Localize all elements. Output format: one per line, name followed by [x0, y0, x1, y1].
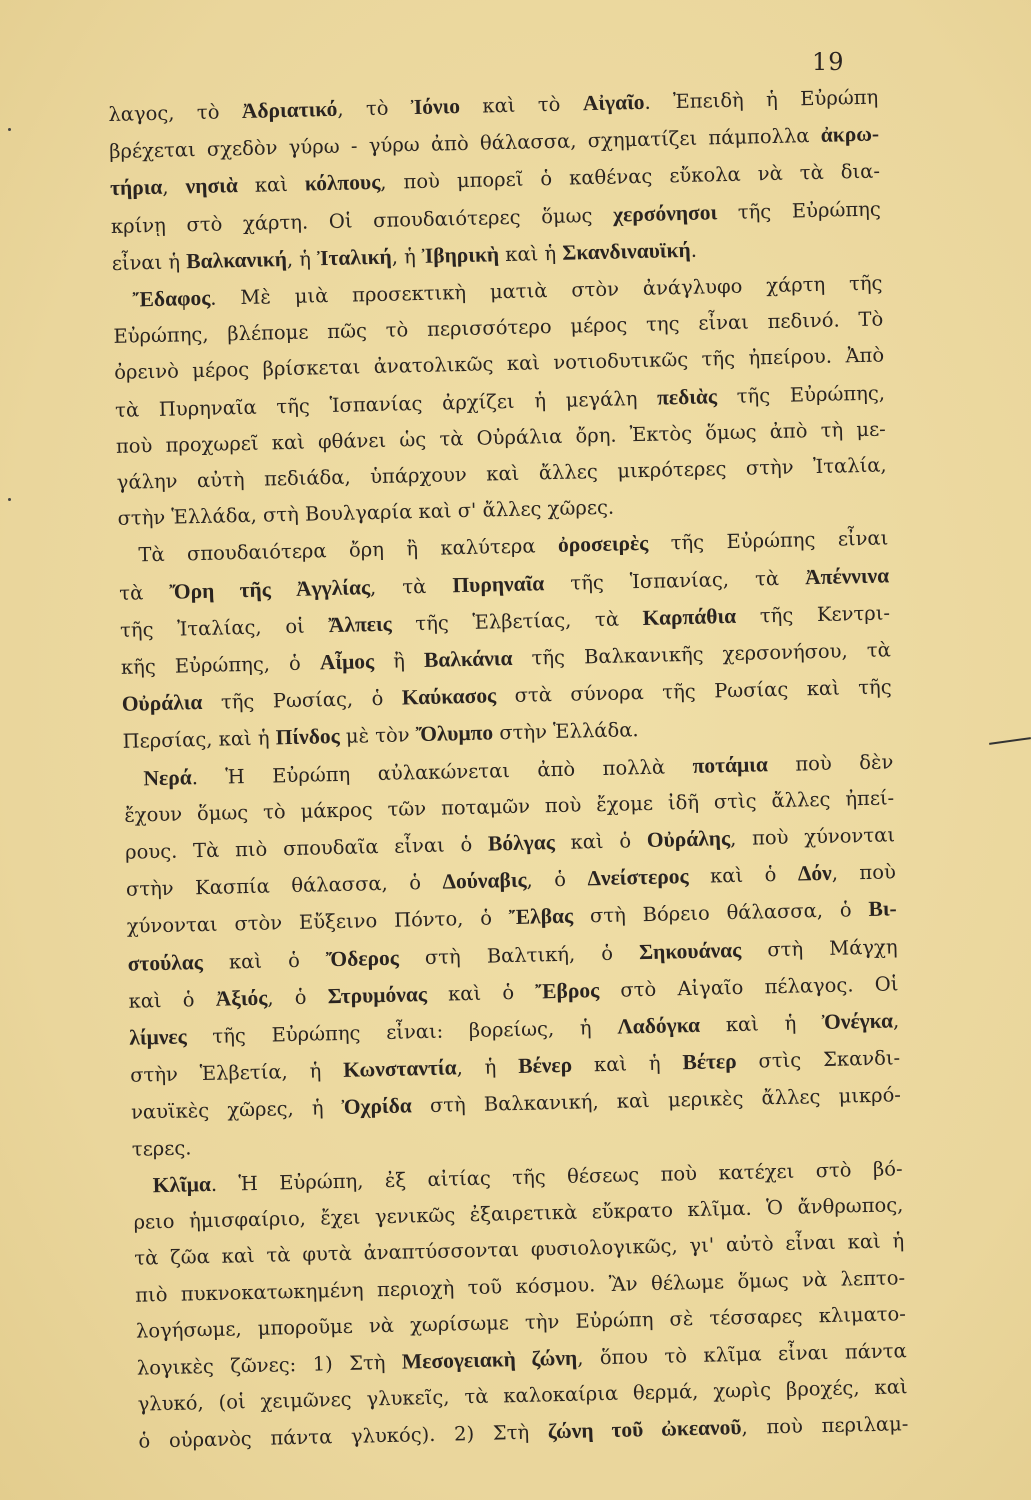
text-run: . Ἡ Εὐρώπη αὐλακώνεται ἀπὸ πολλὰ [191, 754, 693, 789]
text-run: τῆς Εὐρώπης, [716, 381, 886, 408]
bold-term: Κωνσταντία [342, 1055, 457, 1083]
bold-term: στούλας [127, 949, 204, 976]
text-run: , τὰ [369, 573, 453, 599]
text-run: , ὁ [526, 867, 588, 892]
text-run: καὶ ἡ [699, 1011, 823, 1037]
bold-term: Ἀξιός [215, 985, 268, 1011]
text-run: καὶ ὁ [554, 829, 648, 855]
bold-term: Βέτερ [682, 1049, 737, 1075]
text-run: καὶ ὁ [202, 947, 327, 974]
text-run: βρέχεται σχεδὸν γύρω - γύρω ἀπὸ θάλασσα, σχηματίζει πάμπολλα [109, 124, 822, 164]
text-run: γάλην αὐτὴ πεδιάδα, ὑπάρχουν καὶ ἄλλες μικρότερες στὴν Ἰταλία, [116, 453, 887, 494]
bold-term: Αἰγαῖο [582, 89, 645, 116]
text-run: . Ἐπειδὴ ἡ Εὐρώπη [644, 85, 879, 114]
bold-term: Καρπάθια [642, 603, 737, 630]
bold-term: ζώνη τοῦ ὠκεανοῦ [547, 1415, 742, 1444]
text-run: στὴν Ἑλβετία, ἡ [129, 1059, 344, 1088]
bold-term: Ὄλυμπο [415, 720, 494, 747]
text-run: . Μὲ μιὰ προσεκτικὴ ματιὰ στὸν ἀνάγλυφο χάρτη τῆς [210, 271, 883, 310]
text-run: , ποὺ [831, 860, 897, 886]
body-text [108, 79, 909, 1461]
text-run: λογήσωμε, μποροῦμε νὰ χωρίσωμε τὴν Εὐρώπη σὲ τέσσαρες κλιματο- [135, 1301, 907, 1343]
margin-dot [8, 128, 11, 131]
bold-term: ὀροσειρὲς [557, 531, 649, 558]
text-run: τῆς Ἰταλίας, οἱ [119, 613, 329, 642]
text-run: , ποὺ χύνονται [729, 823, 896, 851]
bold-term: Μεσογειακὴ ζώνη [401, 1345, 578, 1374]
text-run: τῆς Εὐρώπης [716, 197, 882, 224]
text-run: στὴν Ἑλλάδα, στὴ Βουλγαρία καὶ σ' ἄλλες χῶρες. [117, 495, 615, 531]
bold-term: Βόλγας [487, 830, 556, 856]
margin-dot [8, 498, 11, 501]
text-run: στὴν Κασπία θάλασσα, ὁ [125, 870, 443, 902]
text-run: τῆς Ἱσπανίας, τὰ [544, 565, 806, 595]
bold-term: Δούναβις [442, 867, 527, 894]
bold-term: Βι- [868, 896, 897, 922]
bold-term: Ὄρη τῆς Ἀγγλίας [169, 574, 371, 604]
bold-term: νησιὰ [185, 173, 239, 199]
bold-term: κόλπους [304, 170, 381, 196]
text-run: χύνονται στὸν Εὔξεινο Πόντο, ὁ [126, 906, 510, 939]
bold-term: Πίνδος [275, 724, 340, 750]
text-run: τῆς Εὐρώπης εἶναι: βορείως, ἡ [186, 1015, 618, 1049]
bold-term: Ἔλβας [508, 904, 574, 930]
text-run: ρους. Τὰ πιὸ σπουδαῖα εἶναι ὁ [124, 832, 489, 864]
text-run: τὰ Πυρηναῖα τῆς Ἱσπανίας ἀρχίζει ἡ μεγάλη [114, 386, 658, 422]
text-run: γλυκό, (οἱ χειμῶνες γλυκεῖς, τὰ καλοκαίρια θερμά, χωρὶς βροχές, καὶ [137, 1375, 908, 1416]
text-run: ρειο ἡμισφαίριο, ἔχει γενικῶς ἐξαιρετικὰ εὔκρατο κλῖμα. Ὁ ἄνθρωπος, [133, 1193, 904, 1234]
text-run: καὶ ἡ [498, 241, 563, 266]
bold-term: Ἰβηρικὴ [421, 241, 500, 268]
text-run: τῆς Ρωσίας, ὁ [202, 686, 403, 715]
text-run: , ἡ [456, 1055, 519, 1080]
text-run: . [690, 238, 698, 262]
text-run: τῆς Κεντρι- [735, 601, 891, 628]
text-run: τῆς Εὐρώπης εἶναι [647, 526, 889, 556]
text-run: καὶ [237, 172, 306, 198]
bold-term: Οὐράλια [121, 690, 203, 717]
bold-term: Ὀνέγκα [821, 1008, 894, 1035]
text-run: τὰ ζῶα καὶ τὰ φυτὰ ἀναπτύσσονται φυσιολογικῶς, γι' αὐτὸ εἶναι καὶ ἡ [134, 1229, 905, 1270]
text-run: κῆς Εὐρώπης, ὁ [120, 651, 321, 679]
text-run: Τὰ σπουδαιότερα ὄρη ἢ καλύτερα [138, 534, 559, 567]
text-run: ἔχουν ὅμως τὸ μάκρος τῶν ποταμῶν ποὺ ἔχομε ἰδῆ στὶς ἄλλες ἠπεί- [124, 786, 895, 827]
text-run: , ὅπου τὸ κλῖμα εἶναι πάντα [576, 1339, 907, 1370]
text-run: τὰ [119, 580, 170, 605]
text-run: καὶ ὁ [426, 980, 536, 1006]
text-run: ὀρεινὸ μέρος βρίσκεται ἀνατολικῶς καὶ νοτιοδυτικῶς τῆς ἠπείρου. Ἀπὸ [114, 343, 885, 385]
text-run: . Ἡ Εὐρώπη, ἐξ αἰτίας τῆς θέσεως ποὺ κατέχει στὸ βό- [210, 1157, 903, 1196]
bold-term: Ἰόνιο [410, 94, 461, 120]
bold-term: πεδιὰς [656, 383, 718, 410]
text-run: , ἡ [286, 247, 318, 271]
text-run: λαγος, τὸ [108, 99, 243, 126]
bold-term: Βαλκάνια [423, 646, 513, 673]
text-run: στὴ Βόρειο θάλασσα, ὁ [572, 898, 869, 929]
bold-term: Στρυμόνας [327, 981, 428, 1009]
bold-term: Πυρηναῖα [452, 570, 545, 597]
text-run: , ἡ [391, 244, 423, 269]
bold-term: Ἄλπεις [328, 611, 392, 637]
text-run: , τὸ [337, 96, 412, 121]
text-run: , [162, 175, 186, 200]
text-run: τῆς Βαλκανικῆς χερσονήσου, τὰ [512, 638, 892, 671]
text-run: καὶ ἡ [571, 1051, 683, 1077]
text-run: ποὺ δὲν [767, 750, 894, 776]
text-run: στὴν Ἑλλάδα. [492, 718, 639, 745]
bold-term: Κλῖμα [152, 1171, 212, 1198]
bold-term: Ἔδαφος [132, 285, 211, 312]
bold-term: Ἀδριατικό [241, 96, 338, 123]
text-run: κρίνῃ στὸ χάρτη. Οἱ σπουδαιότερες ὅμως [110, 203, 614, 238]
bold-term: Βαλκανική [185, 246, 288, 274]
bold-term: Ἔβρος [534, 977, 600, 1004]
bold-term: χερσόνησοι [612, 199, 718, 227]
bold-term: Δόν [797, 861, 832, 886]
text-run: τερες. [131, 1136, 192, 1161]
page-number: 19 [812, 48, 845, 76]
bold-term: Καύκασος [401, 683, 497, 710]
text-run: Περσίας, καὶ ἡ [122, 726, 276, 754]
margin-mark [989, 737, 1031, 745]
text-run: στὸ Αἰγαῖο πέλαγος. Οἱ [598, 972, 899, 1002]
text-run: , [892, 1009, 900, 1033]
text-run: , ὁ [267, 985, 328, 1010]
text-run: , ποὺ μπορεῖ ὁ καθένας εὔκολα νὰ τὰ δια- [379, 159, 881, 195]
text-run: στὶς Σκανδι- [736, 1046, 901, 1074]
text-run: καὶ ὁ [128, 987, 216, 1013]
text-run: καὶ ὁ [688, 862, 799, 889]
bold-term: Βένερ [517, 1053, 573, 1079]
text-run: ὁ οὐρανὸς πάντα γλυκός). 2) Στὴ [138, 1420, 549, 1453]
bold-term: Ἀπέννινα [804, 563, 890, 589]
bold-term: Δνείστερος [587, 864, 689, 891]
text-run: ναυϊκὲς χῶρες, ἡ [130, 1096, 342, 1125]
bold-term: Σκανδιναυϊκή [562, 237, 691, 265]
text-run: εἶναι ἡ [111, 250, 187, 275]
bold-term: ἀκρω- [820, 121, 880, 148]
bold-term: ποτάμια [692, 751, 769, 778]
text-run: στὰ σύνορα τῆς Ρωσίας καὶ τῆς [495, 675, 892, 708]
text-run: στὴ Βαλτική, ὁ [398, 940, 640, 970]
bold-term: Ἰταλική [316, 244, 392, 271]
bold-term: Σηκουάνας [638, 937, 742, 964]
bold-term: Οὐράλης [646, 826, 731, 853]
text-run: λογικὲς ζῶνες: 1) Στὴ [136, 1350, 403, 1380]
text-run: ἢ [373, 649, 425, 674]
text-run: στὴ Βαλκανική, καὶ μερικὲς ἄλλες μικρό- [411, 1083, 902, 1118]
text-run: ποὺ προχωρεῖ καὶ φθάνει ὡς τὰ Οὐράλια ὄρη. Ἐκτὸς ὅμως ἀπὸ τὴ με- [115, 417, 887, 458]
bold-term: Λαδόγκα [617, 1012, 701, 1039]
text-run: καὶ τὸ [459, 92, 584, 119]
text-run: πιὸ πυκνοκατωκημένη περιοχὴ τοῦ κόσμου. Ἂν θέλωμε ὅμως νὰ λεπτο- [134, 1265, 906, 1307]
bold-term: Ὀχρίδα [341, 1093, 413, 1120]
text-run: Εὐρώπης, βλέπομε πῶς τὸ περισσότερο μέρος της εἶναι πεδινό. Τὸ [113, 307, 884, 349]
bold-term: Αἶμος [319, 649, 375, 675]
text-run: , ποὺ περιλαμ- [741, 1412, 909, 1440]
text-run: στὴ Μάγχη [740, 934, 898, 962]
bold-term: Νερά [143, 764, 192, 791]
bold-term: λίμνες [129, 1024, 187, 1050]
bold-term: τήρια [109, 175, 163, 201]
text-run: τῆς Ἑλβετίας, τὰ [391, 606, 643, 636]
text-run: μὲ τὸν [339, 723, 417, 749]
bold-term: Ὄδερος [325, 945, 400, 971]
